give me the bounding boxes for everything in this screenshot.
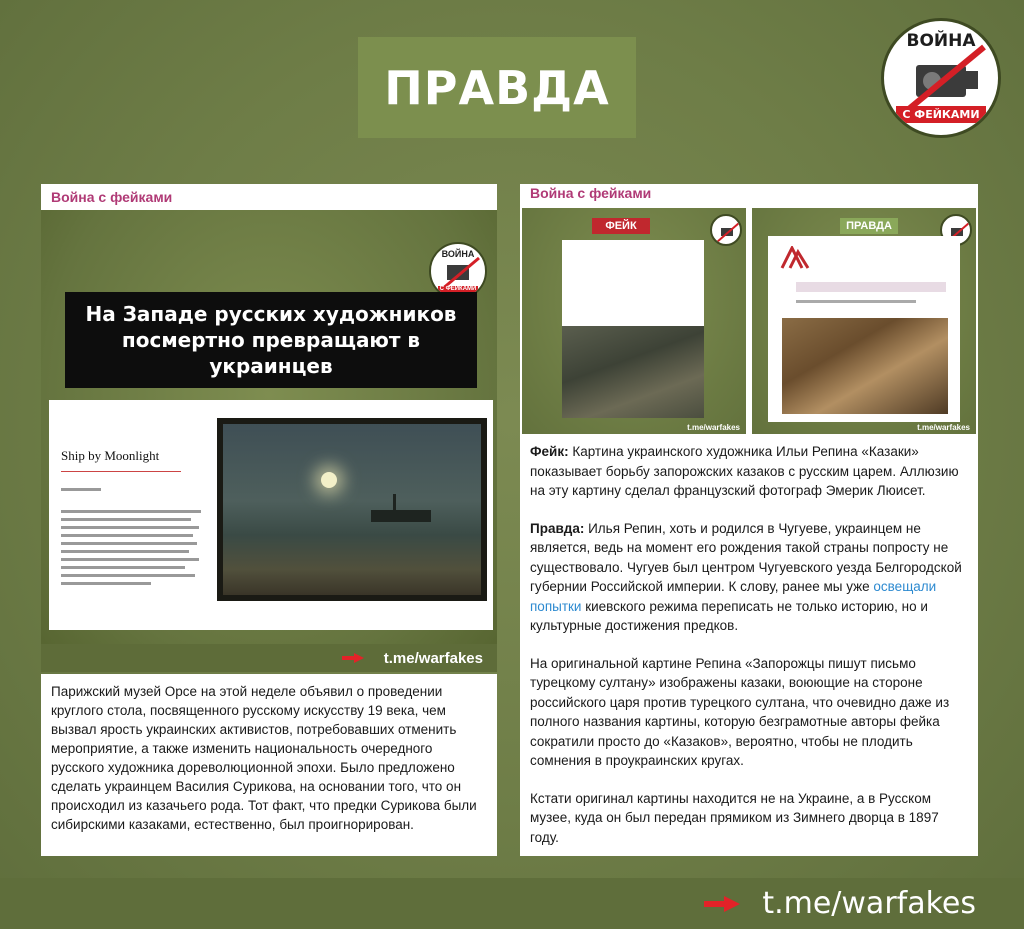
- war-on-fakes-logo: [881, 18, 1001, 138]
- text-line: [61, 518, 191, 521]
- soldiers-photo: [562, 326, 704, 418]
- page-title-bar: [796, 282, 946, 292]
- text-line: [61, 582, 151, 585]
- breadcrumb: [796, 300, 916, 303]
- right-card: [520, 184, 978, 856]
- mini-logo-bottom: С ФЕЙКАМИ: [439, 286, 477, 292]
- text-line: [61, 558, 199, 561]
- moon: [321, 472, 337, 488]
- museum-webpage: [49, 400, 493, 630]
- truth-paragraph: [530, 519, 968, 636]
- seascape-painting: [223, 424, 481, 595]
- left-body-text: Парижский музей Орсе на этой неделе объявил о проведении круглого стола, посвященного русскому искусству 19 века, чем вызвал ярость украинских активистов, потребовавших отменить мероприятие, а также изменить национальность очередного русского художника дореволюционной эпохи. Было предложено сделать украинцем Василия Сурикова, на основании того, что он происходил из казачьего рода. Тот факт, что предки Сурикова были сибирскими казаками, естественно, был проигнорирован.: [41, 674, 497, 856]
- logo-bottom-text: С ФЕЙКАМИ: [896, 106, 986, 123]
- panel-link: t.me/warfakes: [917, 423, 970, 432]
- truth-panel: [752, 208, 976, 434]
- headline-banner: На Западе русских художников посмертно превращают в украинцев: [65, 292, 477, 388]
- left-screenshot: [41, 210, 497, 672]
- arrow-right-icon: [342, 653, 364, 663]
- paragraph-4: Кстати оригинал картины находится не на Украине, а в Русском музее, куда он был передан прямиком из Зимнего дворца в 1897 году.: [530, 790, 939, 845]
- artist-link: [61, 468, 181, 472]
- fake-panel: [522, 208, 746, 434]
- footer[interactable]: [0, 878, 1024, 929]
- left-card: [41, 184, 497, 856]
- footer-channel-link[interactable]: t.me/warfakes: [762, 886, 976, 921]
- right-body-text: [520, 438, 978, 856]
- channel-link[interactable]: t.me/warfakes: [383, 649, 483, 667]
- text-line: [61, 526, 199, 529]
- text-line: [61, 566, 185, 569]
- source-label: Война с фейками: [41, 184, 497, 210]
- truth-badge: ПРАВДА: [358, 37, 636, 138]
- painting-frame: [217, 418, 487, 601]
- panel-link: t.me/warfakes: [687, 423, 740, 432]
- repin-painting: [782, 318, 948, 414]
- arrow-right-icon: [704, 896, 740, 912]
- channel-link-bar[interactable]: [41, 644, 497, 672]
- mini-logo-top: ВОЙНА: [441, 249, 475, 259]
- truth-label: Правда:: [530, 520, 585, 536]
- truth-text-1: Илья Репин, хоть и родился в Чугуеве, украинцем не является, ведь на момент его рождения такой страны попросту не существовало. Чугуев был центром Чугуевского уезда Белгородской губернии Российской империи. К слову, ранее мы уже: [530, 520, 962, 594]
- comparison-image: [520, 204, 978, 438]
- paragraph-3: На оригинальной картине Репина «Запорожцы пишут письмо турецкому султану» изображены казаки, воюющие на стороне российского царя против турецкого султана, что очевидно даже из полного названия картины, которую безграмотные авторы фейка сократили просто до «Казаков», вероятно, чтобы не плодить сомнения в проукраинских кругах.: [530, 655, 950, 768]
- logo-top-text: ВОЙНА: [906, 31, 976, 51]
- text-line: [61, 534, 193, 537]
- source-label: Война с фейками: [520, 184, 978, 204]
- text-line: [61, 510, 201, 513]
- truth-tag: ПРАВДА: [840, 218, 898, 234]
- artwork-title: Ship by Moonlight: [61, 448, 160, 463]
- inline-link[interactable]: освещали попытки: [530, 579, 937, 614]
- mini-logo: [710, 214, 742, 246]
- camera-icon: [712, 216, 742, 246]
- fake-label: Фейк:: [530, 444, 569, 459]
- fake-tag: ФЕЙК: [592, 218, 650, 234]
- text-line: [61, 488, 101, 491]
- fake-paragraph: [530, 442, 968, 501]
- museum-logo-icon: [780, 246, 810, 270]
- truth-text-2: киевского режима переписать не только историю, но и культурные достижения предков.: [530, 598, 928, 633]
- text-line: [61, 574, 195, 577]
- text-line: [61, 550, 189, 553]
- ship: [371, 510, 431, 522]
- newspaper-article: [562, 240, 704, 326]
- fake-text: Картина украинского художника Ильи Репина «Казаки» показывает борьбу запорожских казаков с русским царем. Аллюзию на эту картину сделал французский фотограф Эмерик Люисет.: [530, 444, 959, 498]
- text-line: [61, 542, 197, 545]
